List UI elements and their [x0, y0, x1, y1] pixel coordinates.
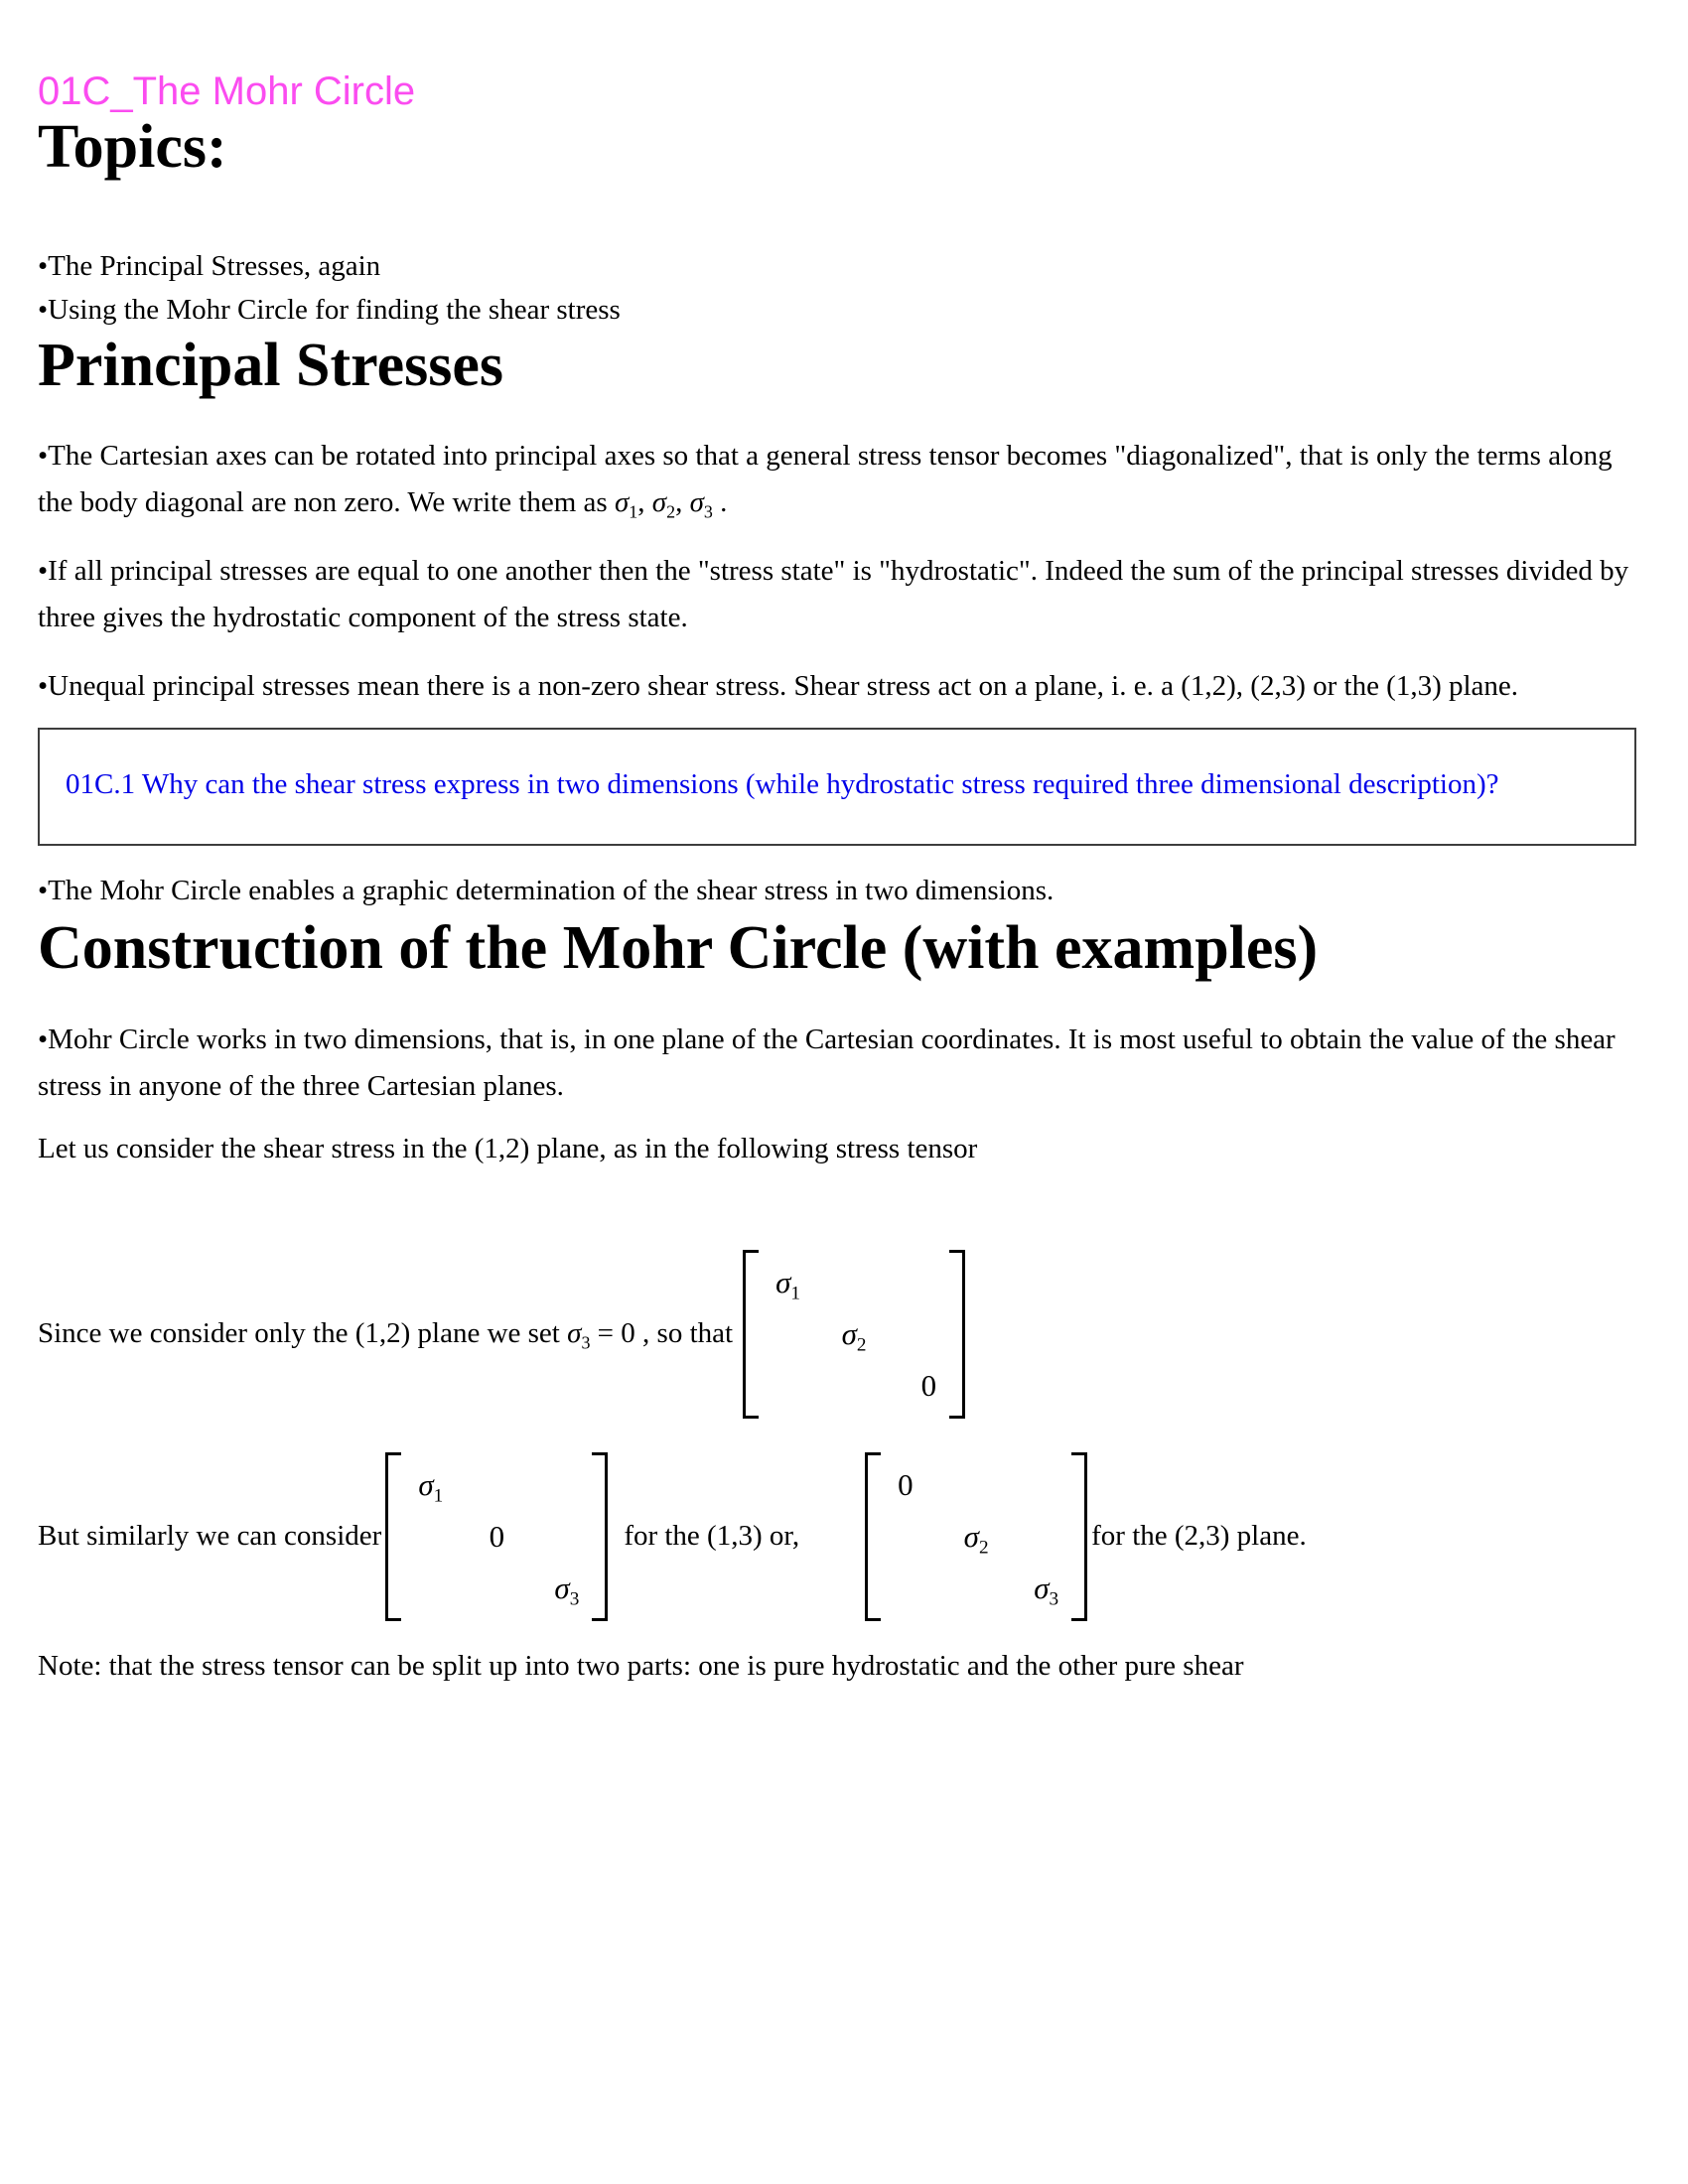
stress-tensor-matrix-23-plane — [865, 1452, 1087, 1621]
matrix-left-bracket — [743, 1250, 759, 1419]
matrix-entry-11: 0 — [898, 1467, 914, 1503]
matrix-entries — [401, 1452, 592, 1621]
question-box — [38, 728, 1636, 846]
equation-lead-text: Since we consider only the (1,2) plane we set $\sigma_3 = 0$ , so that — [38, 1317, 734, 1353]
list-item: •The Principal Stresses, again — [38, 250, 381, 283]
para-consider-shear: Let us consider the shear stress in the (1,2) plane, as in the following stress tensor — [38, 1132, 978, 1164]
para-hydrostatic: •If all principal stresses are equal to one another then the "stress state" is "hydrostatic". Indeed the sum of the principal stresses divided by three gives the hydrostatic component of the stress state. — [38, 555, 1629, 634]
matrix-entries — [881, 1452, 1071, 1621]
page-title: 01C_The Mohr Circle — [38, 69, 416, 113]
equation-similar-planes — [38, 1452, 1636, 1621]
para-unequal-stresses: •Unequal principal stresses mean there is a non-zero shear stress. Shear stress act on a plane, i. e. a (1,2), (2,3) or the (1,3) plane. — [38, 670, 1519, 703]
matrix-entry-11: $\sigma_1$ — [418, 1467, 444, 1507]
matrix-entry-11: $\sigma_1$ — [775, 1265, 800, 1304]
equation-mid-text: for the (1,3) or, — [624, 1520, 800, 1553]
matrix-entry-22: $\sigma_2$ — [963, 1519, 989, 1559]
matrix-entry-22: $\sigma_2$ — [841, 1316, 867, 1356]
para-cartesian-axes: •The Cartesian axes can be rotated into principal axes so that a general stress tensor becomes "diagonalized", that is only the terms along the body diagonal are non zero. We write them as $\sigma_1$, $\sigma_2$, $\sigma_3$ . — [38, 440, 1613, 522]
matrix-entry-33: $\sigma_3$ — [1034, 1570, 1059, 1610]
matrix-entries — [759, 1250, 949, 1419]
topics-list — [38, 244, 1636, 332]
matrix-entry-33: 0 — [920, 1368, 937, 1404]
note-text: Note: that the stress tensor can be split up into two parts: one is pure hydrostatic and the other pure shear — [38, 1649, 1244, 1682]
matrix-left-bracket — [865, 1452, 881, 1621]
matrix-entry-33: $\sigma_3$ — [554, 1570, 580, 1610]
equation-set-sigma3-zero — [38, 1250, 1636, 1419]
equation-lead-text: But similarly we can consider — [38, 1520, 382, 1553]
stress-tensor-matrix-12-plane — [743, 1250, 965, 1419]
matrix-right-bracket — [1071, 1452, 1087, 1621]
matrix-left-bracket — [385, 1452, 401, 1621]
heading-construction: Construction of the Mohr Circle (with examples) — [38, 914, 1319, 983]
list-item: •Using the Mohr Circle for finding the shear stress — [38, 294, 621, 327]
stress-tensor-matrix-13-plane — [385, 1452, 608, 1621]
heading-principal-stresses: Principal Stresses — [38, 332, 503, 400]
para-mohr-enables: •The Mohr Circle enables a graphic determination of the shear stress in two dimensions. — [38, 875, 1055, 907]
para-mohr-works: •Mohr Circle works in two dimensions, that is, in one plane of the Cartesian coordinates. It is most useful to obtain the value of the shear stress in anyone of the three Cartesian planes. — [38, 1023, 1616, 1102]
equation-tail-text: for the (2,3) plane. — [1091, 1520, 1307, 1553]
heading-topics: Topics: — [38, 113, 227, 181]
matrix-entry-22: 0 — [489, 1519, 505, 1555]
question-text: 01C.1 Why can the shear stress express in two dimensions (while hydrostatic stress required three dimensional description)? — [66, 768, 1499, 801]
matrix-right-bracket — [949, 1250, 965, 1419]
matrix-right-bracket — [592, 1452, 608, 1621]
